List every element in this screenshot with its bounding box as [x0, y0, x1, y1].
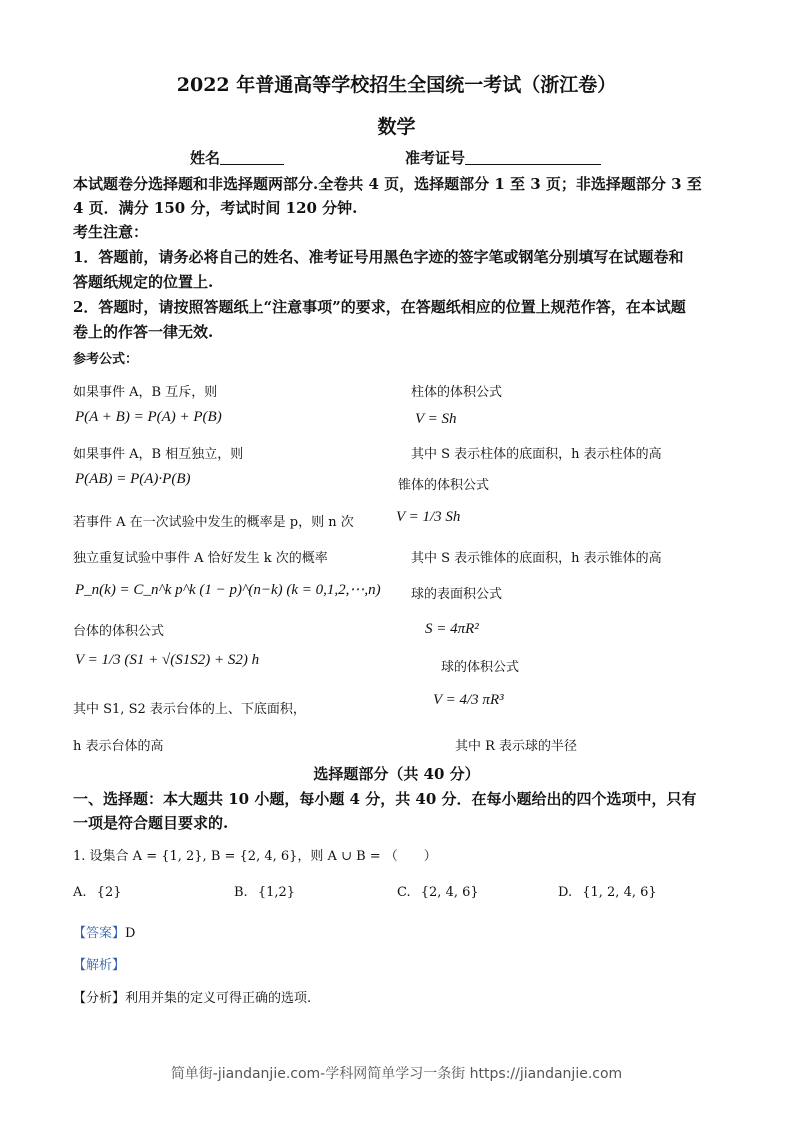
question-1-fenxi [73, 987, 311, 1006]
formula-left-text-1: 如果事件 A，B 互斥，则 [73, 385, 218, 400]
formula-left-text-2: 如果事件 A，B 相互独立，则 [73, 447, 244, 462]
name-label: 姓名 [190, 149, 221, 167]
name-field [190, 147, 284, 168]
formula-right-text-1: 柱体的体积公式 [411, 385, 503, 400]
option-b-value: {1,2} [257, 885, 296, 900]
fenxi-tag: 【分析】 [73, 991, 126, 1006]
question-1-option-b [234, 885, 295, 900]
formula-left-text-7: h 表示台体的高 [73, 739, 164, 754]
option-d-value: {1, 2, 4, 6} [582, 885, 657, 900]
formula-right-text-6: 球的体积公式 [441, 660, 520, 675]
option-b-label: B. [234, 885, 248, 900]
question-1-option-d [558, 885, 657, 900]
note-2-line-2: 卷上的作答一律无效. [73, 323, 214, 341]
formula-right-text-4: 其中 S 表示锥体的底面积，h 表示锥体的高 [411, 551, 662, 566]
section-heading: 选择题部分（共 40 分） [313, 765, 480, 783]
id-label: 准考证号 [405, 149, 466, 167]
formula-left-text-3: 若事件 A 在一次试验中发生的概率是 p，则 n 次 [73, 515, 354, 530]
question-1-option-a [73, 885, 122, 900]
answer-value: D [125, 926, 136, 941]
subject-title: 数学 [377, 116, 416, 138]
section-instruction-line-1: 一、选择题：本大题共 10 小题，每小题 4 分，共 40 分．在每小题给出的四个选项中，只有 [73, 790, 697, 808]
formula-mutually-exclusive: P(A + B) = P(A) + P(B) [75, 409, 222, 425]
formulas-heading: 参考公式： [73, 352, 139, 367]
note-1-line-2: 答题纸规定的位置上. [73, 273, 214, 291]
formula-frustum-volume: V = 1/3 (S1 + √(S1S2) + S2) h [75, 652, 260, 668]
note-2-line-1: 2．答题时，请按照答题纸上“注意事项”的要求，在答题纸相应的位置上规范作答，在本试题 [73, 298, 686, 316]
footer-watermark: 简单街-jiandanjie.com-学科网简单学习一条街 https://jiandanjie.com [170, 1066, 623, 1082]
intro-line-1: 本试题卷分选择题和非选择题两部分.全卷共 4 页，选择题部分 1 至 3 页；非选择题部分 3 至 [73, 175, 702, 193]
section-instruction-line-2: 一项是符合题目要求的. [73, 814, 229, 832]
id-field [405, 147, 601, 168]
formula-cone-volume: V = 1/3 Sh [396, 509, 461, 525]
formula-right-text-2: 其中 S 表示柱体的底面积，h 表示柱体的高 [411, 447, 662, 462]
analysis-tag: 【解析】 [73, 958, 126, 973]
question-1-option-c [397, 885, 479, 900]
formula-sphere-surface: S = 4πR² [425, 621, 479, 637]
exam-title: 2022 年普通高等学校招生全国统一考试（浙江卷） [176, 74, 617, 96]
option-a-label: A. [73, 885, 87, 900]
option-c-label: C. [397, 885, 411, 900]
formula-prism-volume: V = Sh [415, 411, 457, 427]
intro-line-2: 4 页．满分 150 分，考试时间 120 分钟. [73, 199, 358, 217]
option-c-value: {2, 4, 6} [420, 885, 479, 900]
notes-heading: 考生注意： [73, 223, 149, 241]
formula-left-text-4: 独立重复试验中事件 A 恰好发生 k 次的概率 [73, 551, 328, 566]
answer-tag: 【答案】 [73, 926, 126, 941]
formula-right-text-7: 其中 R 表示球的半径 [455, 739, 578, 754]
question-1-stem: 1. 设集合 A = {1, 2}, B = {2, 4, 6}，则 A ∪ B = （ ） [73, 849, 437, 864]
formula-independent: P(AB) = P(A)·P(B) [75, 471, 191, 487]
formula-right-text-5: 球的表面积公式 [411, 587, 503, 602]
option-a-value: {2} [96, 885, 122, 900]
formula-left-text-6: 其中 S1, S2 表示台体的上、下底面积， [73, 702, 306, 717]
formula-right-text-3: 锥体的体积公式 [398, 478, 490, 493]
name-blank [220, 150, 284, 165]
question-1-answer [73, 922, 135, 941]
formula-binomial: P_n(k) = C_n^k p^k (1 − p)^(n−k) (k = 0,1,2,⋯,n) [75, 582, 381, 598]
option-d-label: D. [558, 885, 573, 900]
fenxi-text: 利用并集的定义可得正确的选项. [125, 991, 312, 1006]
id-blank [465, 150, 601, 165]
formula-left-text-5: 台体的体积公式 [73, 624, 165, 639]
formula-sphere-volume: V = 4/3 πR³ [433, 692, 504, 708]
note-1-line-1: 1．答题前，请务必将自己的姓名、准考证号用黑色字迹的签字笔或钢笔分别填写在试题卷和 [73, 248, 684, 266]
